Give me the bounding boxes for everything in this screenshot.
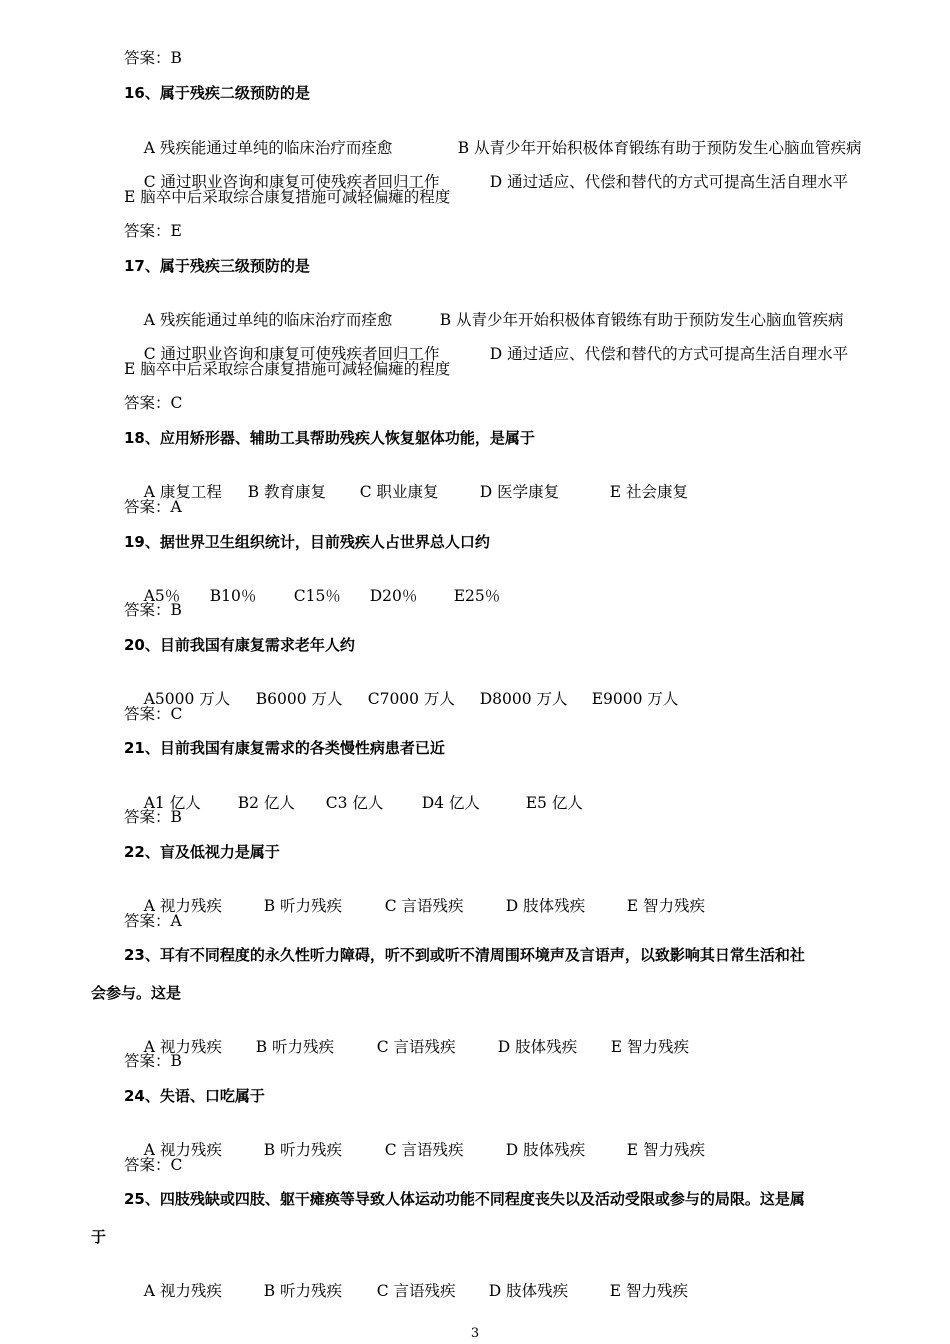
question-17: 17、属于残疾三级预防的是 bbox=[124, 257, 310, 275]
question-21: 21、目前我国有康复需求的各类慢性病患者已近 bbox=[124, 739, 445, 757]
options-line bbox=[124, 1120, 705, 1180]
option-d: D20％ bbox=[369, 587, 418, 605]
options-line bbox=[124, 669, 678, 729]
option-d: D 肢体残疾 bbox=[497, 1038, 578, 1056]
question-16: 16、属于残疾二级预防的是 bbox=[124, 84, 310, 102]
answer-line: 答案：B bbox=[124, 601, 182, 619]
option-a: A 康复工程 bbox=[143, 483, 222, 501]
option-d: D 肢体残疾 bbox=[505, 1141, 586, 1159]
question-23-continuation: 会参与。这是 bbox=[91, 984, 182, 1002]
option-a: A 视力残疾 bbox=[143, 1038, 222, 1056]
options-line bbox=[124, 876, 705, 936]
option-e: E25％ bbox=[453, 587, 501, 605]
option-a: A 视力残疾 bbox=[143, 897, 222, 915]
options-line bbox=[124, 1017, 689, 1077]
option-c: C 言语残疾 bbox=[376, 1282, 456, 1300]
option-c: C 通过职业咨询和康复可使残疾者回归工作 bbox=[143, 345, 440, 363]
answer-line: 答案：B bbox=[124, 49, 182, 67]
question-19: 19、据世界卫生组织统计，目前残疾人占世界总人口约 bbox=[124, 533, 490, 551]
option-c: C7000 万人 bbox=[367, 690, 455, 708]
option-e: E 智力残疾 bbox=[610, 1038, 689, 1056]
option-c: C 言语残疾 bbox=[384, 1141, 464, 1159]
question-24: 24、失语、口吃属于 bbox=[124, 1087, 265, 1105]
answer-line: 答案：B bbox=[124, 808, 182, 826]
option-e: E5 亿人 bbox=[525, 794, 583, 812]
option-c: C 言语残疾 bbox=[384, 897, 464, 915]
option-a: A 视力残疾 bbox=[143, 1141, 222, 1159]
question-18: 18、应用矫形器、辅助工具帮助残疾人恢复躯体功能，是属于 bbox=[124, 429, 535, 447]
question-22: 22、盲及低视力是属于 bbox=[124, 843, 280, 861]
options-line bbox=[124, 462, 688, 522]
option-c: C3 亿人 bbox=[325, 794, 384, 812]
option-a: A 残疾能通过单纯的临床治疗而痊愈 bbox=[143, 139, 393, 157]
option-e: E 脑卒中后采取综合康复措施可减轻偏瘫的程度 bbox=[124, 360, 451, 378]
option-a: A 残疾能通过单纯的临床治疗而痊愈 bbox=[143, 311, 393, 329]
option-e: E 社会康复 bbox=[609, 483, 688, 501]
answer-line: 答案：C bbox=[124, 705, 183, 723]
page-number: 3 bbox=[470, 1326, 480, 1341]
option-d: D8000 万人 bbox=[479, 690, 568, 708]
option-b: B 听力残疾 bbox=[263, 1282, 343, 1300]
option-c: C 通过职业咨询和康复可使残疾者回归工作 bbox=[143, 173, 440, 191]
question-20: 20、目前我国有康复需求老年人约 bbox=[124, 636, 355, 654]
option-e: E9000 万人 bbox=[591, 690, 679, 708]
option-a: A5％ bbox=[143, 587, 181, 605]
option-b: B 听力残疾 bbox=[263, 897, 343, 915]
option-d: D 通过适应、代偿和替代的方式可提高生活自理水平 bbox=[489, 345, 849, 363]
option-d: D 肢体残疾 bbox=[505, 897, 586, 915]
answer-line: 答案：C bbox=[124, 1156, 183, 1174]
option-a: A1 亿人 bbox=[143, 794, 201, 812]
option-d: D4 亿人 bbox=[421, 794, 480, 812]
option-e: E 脑卒中后采取综合康复措施可减轻偏瘫的程度 bbox=[124, 188, 451, 206]
option-c: C15％ bbox=[293, 587, 341, 605]
option-b: B2 亿人 bbox=[237, 794, 295, 812]
options-line bbox=[124, 1261, 688, 1321]
option-b: B 听力残疾 bbox=[263, 1141, 343, 1159]
option-b: B10％ bbox=[209, 587, 257, 605]
question-23: 23、耳有不同程度的永久性听力障碍，听不到或听不清周围环境声及言语声，以致影响其日常生活和社 bbox=[124, 946, 805, 964]
option-b: B 听力残疾 bbox=[255, 1038, 335, 1056]
option-e: E 智力残疾 bbox=[626, 897, 705, 915]
option-d: D 医学康复 bbox=[479, 483, 560, 501]
option-b: B6000 万人 bbox=[255, 690, 343, 708]
answer-line: 答案：A bbox=[124, 912, 182, 930]
answer-line: 答案：C bbox=[124, 394, 183, 412]
option-b: B 从青少年开始积极体育锻练有助于预防发生心脑血管疾病 bbox=[439, 311, 844, 329]
answer-line: 答案：E bbox=[124, 222, 182, 240]
answer-line: 答案：B bbox=[124, 1052, 182, 1070]
option-c: C 言语残疾 bbox=[376, 1038, 456, 1056]
option-e: E 智力残疾 bbox=[609, 1282, 688, 1300]
option-a: A 视力残疾 bbox=[143, 1282, 222, 1300]
option-a: A5000 万人 bbox=[143, 690, 231, 708]
option-d: D 通过适应、代偿和替代的方式可提高生活自理水平 bbox=[489, 173, 849, 191]
option-e: E 智力残疾 bbox=[626, 1141, 705, 1159]
option-b: B 教育康复 bbox=[247, 483, 327, 501]
question-25-continuation: 于 bbox=[91, 1228, 107, 1246]
option-b: B 从青少年开始积极体育锻练有助于预防发生心脑血管疾病 bbox=[457, 139, 862, 157]
option-d: D 肢体残疾 bbox=[488, 1282, 569, 1300]
question-25: 25、四肢残缺或四肢、躯干瘫痪等导致人体运动功能不同程度丧失以及活动受限或参与的局限。这是属 bbox=[124, 1190, 805, 1208]
options-line bbox=[124, 773, 583, 833]
option-c: C 职业康复 bbox=[359, 483, 439, 501]
answer-line: 答案：A bbox=[124, 498, 182, 516]
